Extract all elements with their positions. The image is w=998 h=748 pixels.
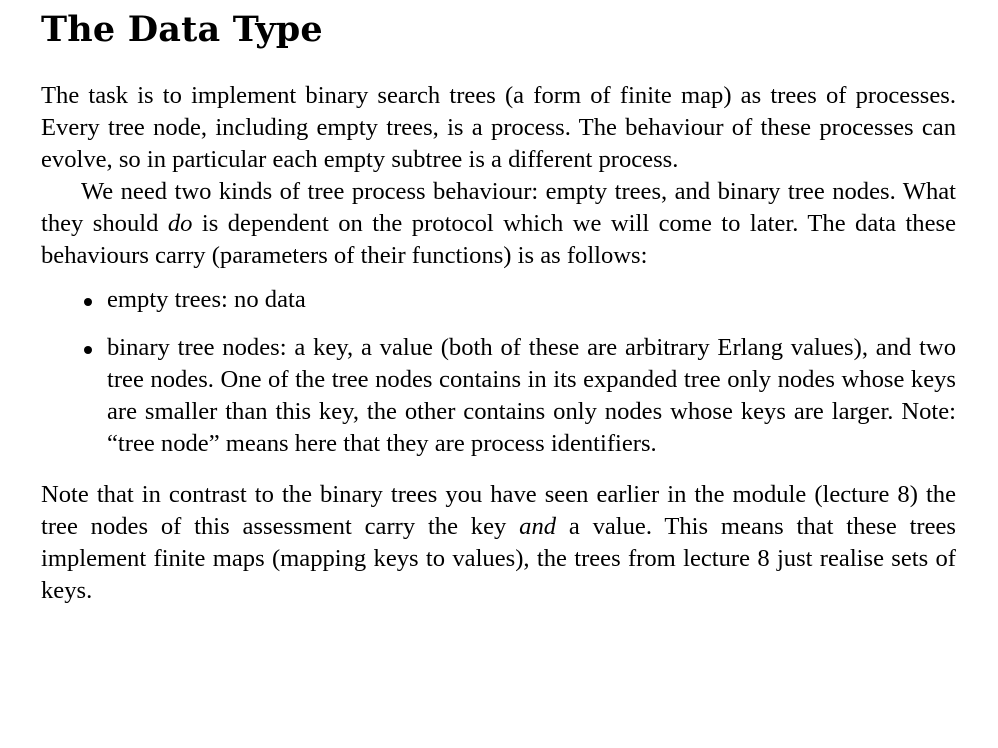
bullet-icon: [84, 298, 92, 306]
paragraph-comparison: [41, 479, 956, 607]
bullet-icon: [84, 346, 92, 354]
paragraph-behaviours: [41, 176, 956, 272]
behaviour-list: [41, 284, 956, 460]
emphasis-do: do: [167, 210, 193, 237]
list-item-text: empty trees: no data: [107, 286, 306, 313]
list-item-binary-tree-nodes: [41, 332, 956, 460]
section-heading: The Data Type: [41, 9, 323, 50]
paragraph-comparison-text-2: a value. This means that these trees implement finite maps (mapping keys to values), the trees from lecture 8 just realise sets of keys.: [41, 513, 957, 604]
paragraph-behaviours-text-1: We need two kinds of tree process behaviour: empty trees, and binary tree nodes. What they should: [41, 178, 956, 237]
emphasis-and: and: [519, 513, 557, 540]
paragraph-intro: The task is to implement binary search trees (a form of finite map) as trees of processes. Every tree node, including empty trees, is a process. The behaviour of these processes can evolve, so in particular each empty subtree is a different process.: [41, 82, 956, 173]
list-item-empty-trees: [41, 284, 956, 316]
list-item-text: binary tree nodes: a key, a value (both of these are arbitrary Erlang values), and two tree nodes. One of the tree nodes contains in its expanded tree only nodes whose keys are smaller than this key, the other contains only nodes whose keys are larger. Note: “tree node” means here that they are process identifiers.: [107, 334, 956, 457]
paragraph-comparison-text-1: Note that in contrast to the binary trees you have seen earlier in the module (lecture 8) the tree nodes of this assessment carry the key: [41, 481, 956, 540]
paragraph-behaviours-text-2: is dependent on the protocol which we will come to later. The data these behaviours carry (parameters of their functions) is as follows:: [41, 210, 956, 269]
